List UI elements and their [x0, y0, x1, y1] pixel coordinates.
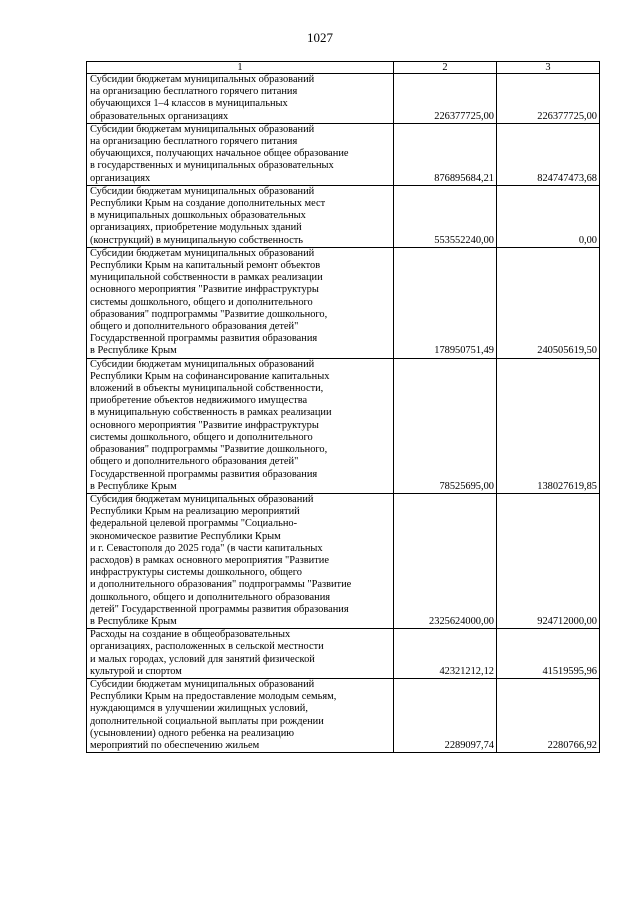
row-amount-col2: 178950751,49 — [394, 247, 497, 358]
row-description: Субсидии бюджетам муниципальных образований на организацию бесплатного горячего питания обучающихся, получающих начальное общее образование в государственных и муниципальных образовательных организациях — [87, 123, 394, 185]
table-row — [87, 185, 600, 247]
row-amount-col2: 553552240,00 — [394, 185, 497, 247]
page-number: 1027 — [307, 30, 333, 45]
table-row — [87, 74, 600, 124]
table-row — [87, 493, 600, 628]
row-amount-col3: 240505619,50 — [497, 247, 600, 358]
row-description: Субсидии бюджетам муниципальных образований Республики Крым на софинансирование капитальных вложений в объекты муниципальной собственности, приобретение объектов недвижимого имущества в муниципальную собственность в рамках реализации основного мероприятия "Развитие инфраструктуры системы дошкольного, общего и дополнительного образования" подпрограммы "Развитие дошкольного, общего и дополнительного образования детей" Государственной программы развития образования в Республике Крым — [87, 358, 394, 493]
row-amount-col2: 42321212,12 — [394, 629, 497, 679]
table-header-row — [87, 62, 600, 74]
row-amount-col3: 0,00 — [497, 185, 600, 247]
table-row — [87, 678, 600, 752]
row-description: Субсидии бюджетам муниципальных образований на организацию бесплатного горячего питания обучающихся 1–4 классов в муниципальных образовательных организациях — [87, 74, 394, 124]
column-header-3: 3 — [497, 62, 600, 74]
row-amount-col2: 226377725,00 — [394, 74, 497, 124]
table-row — [87, 629, 600, 679]
row-description: Субсидии бюджетам муниципальных образований Республики Крым на создание дополнительных мест в муниципальных дошкольных образовательных организациях, приобретение модульных зданий (конструкций) в муниципальную собственность — [87, 185, 394, 247]
row-amount-col3: 924712000,00 — [497, 493, 600, 628]
row-amount-col3: 41519595,96 — [497, 629, 600, 679]
table-row — [87, 358, 600, 493]
row-amount-col2: 78525695,00 — [394, 358, 497, 493]
row-amount-col3: 824747473,68 — [497, 123, 600, 185]
row-amount-col2: 2289097,74 — [394, 678, 497, 752]
table-row — [87, 247, 600, 358]
column-header-1: 1 — [87, 62, 394, 74]
row-amount-col2: 2325624000,00 — [394, 493, 497, 628]
row-amount-col3: 138027619,85 — [497, 358, 600, 493]
row-description: Субсидии бюджетам муниципальных образований Республики Крым на предоставление молодым семьям, нуждающимся в улучшении жилищных условий, дополнительной социальной выплаты при рождении (усыновлении) одного ребенка на реализацию мероприятий по обеспечению жильем — [87, 678, 394, 752]
budget-table — [86, 61, 600, 753]
row-description: Расходы на создание в общеобразовательных организациях, расположенных в сельской местности и малых городах, условий для занятий физической культурой и спортом — [87, 629, 394, 679]
column-header-2: 2 — [394, 62, 497, 74]
row-description: Субсидия бюджетам муниципальных образований Республики Крым на реализацию мероприятий федеральной целевой программы "Социально- экономическое развитие Республики Крым и г. Севастополя до 2025 года" (в части капитальных расходов) в рамках основного мероприятия "Развитие инфраструктуры системы дошкольного, общего и дополнительного образования" подпрограммы "Развитие дошкольного, общего и дополнительного образования детей" Государственной программы развития образования в Республике Крым — [87, 493, 394, 628]
row-amount-col3: 2280766,92 — [497, 678, 600, 752]
row-description: Субсидии бюджетам муниципальных образований Республики Крым на капитальный ремонт объектов муниципальной собственности в рамках реализации основного мероприятия "Развитие инфраструктуры системы дошкольного, общего и дополнительного образования" подпрограммы "Развитие дошкольного, общего и дополнительного образования детей" Государственной программы развития образования в Республике Крым — [87, 247, 394, 358]
table-row — [87, 123, 600, 185]
row-amount-col3: 226377725,00 — [497, 74, 600, 124]
row-amount-col2: 876895684,21 — [394, 123, 497, 185]
